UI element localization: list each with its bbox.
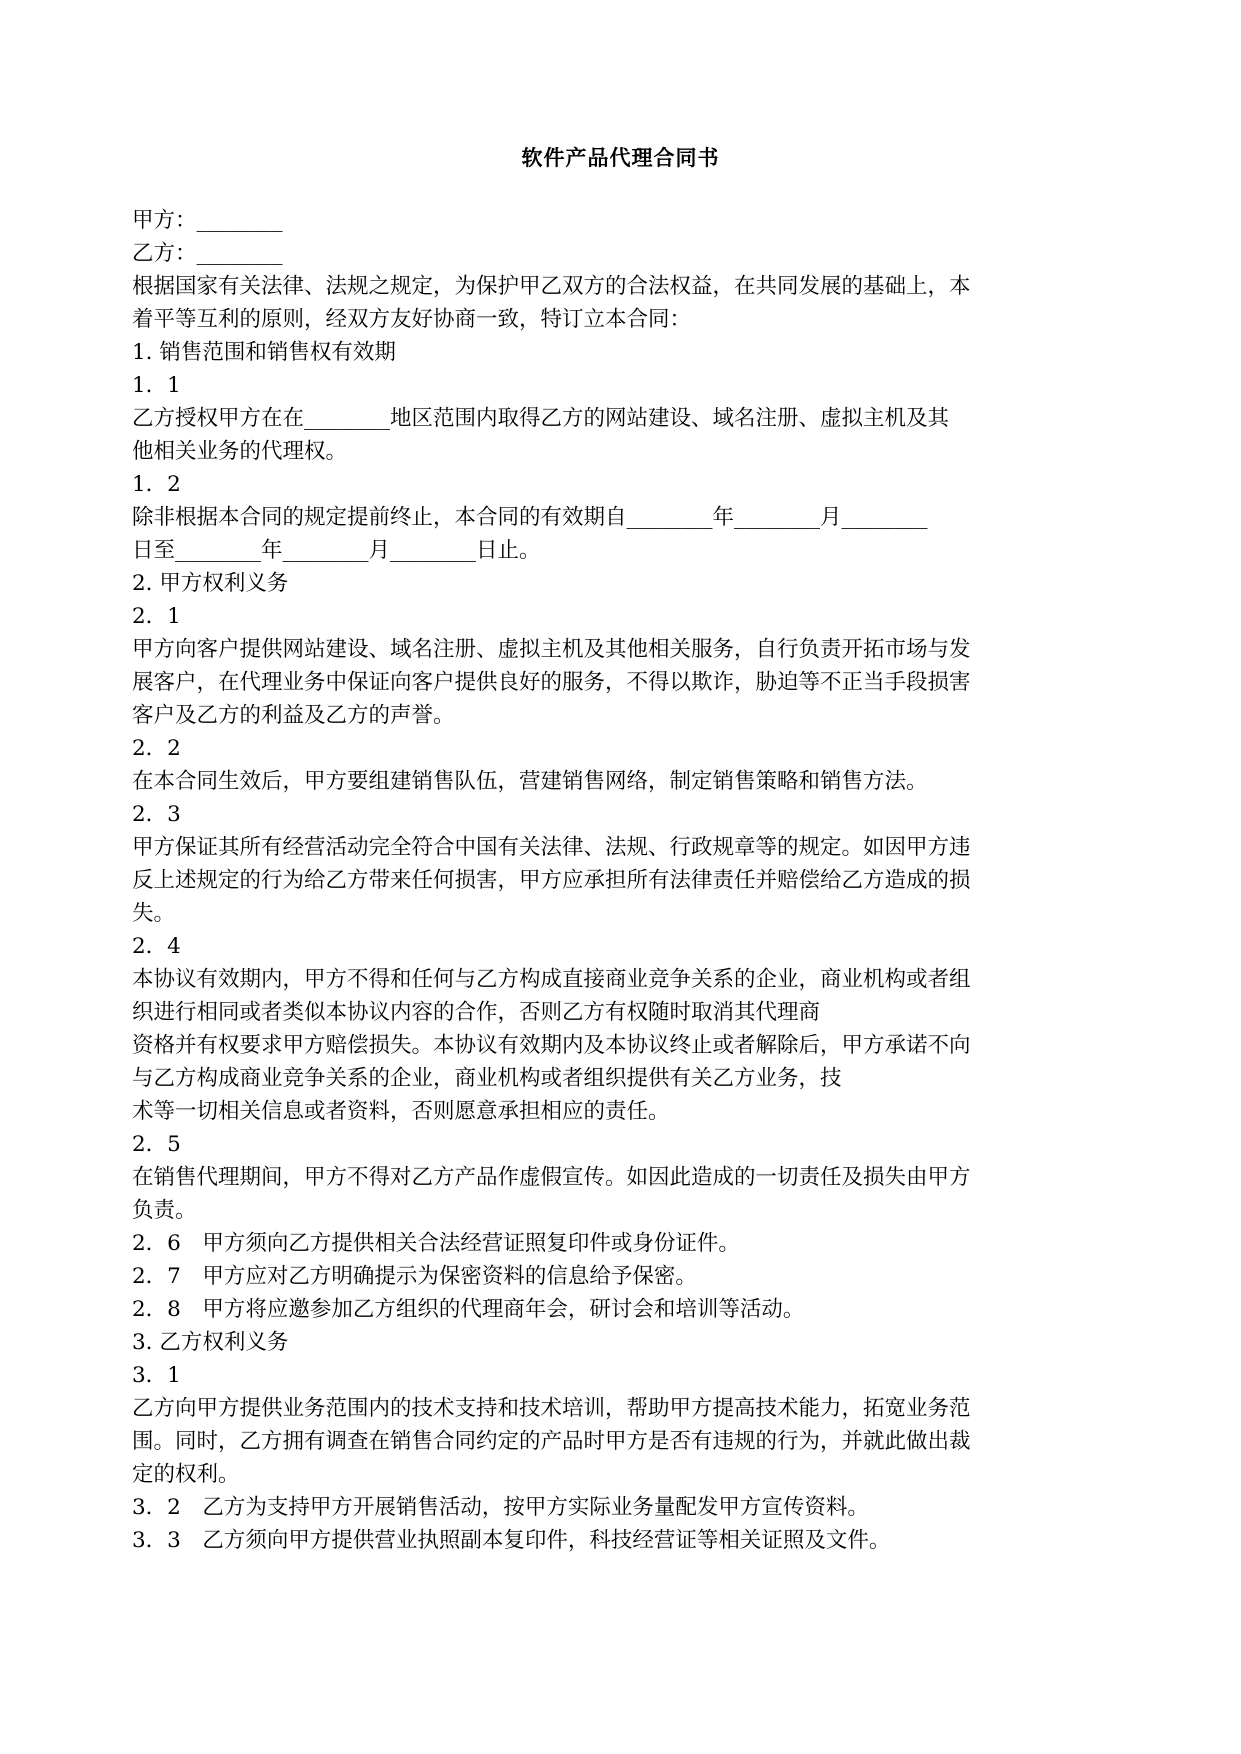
- document-line: 乙方授权甲方在在________地区范围内取得乙方的网站建设、域名注册、虚拟主机及其: [132, 406, 950, 431]
- document-line: 与乙方构成商业竞争关系的企业，商业机构或者组织提供有关乙方业务，技: [132, 1066, 842, 1091]
- document-line: 失。: [132, 901, 176, 926]
- document-line: 2. 甲方权利义务: [132, 571, 289, 596]
- document-line: 本协议有效期内，甲方不得和任何与乙方构成直接商业竞争关系的企业，商业机构或者组: [132, 967, 971, 992]
- document-line: 3. 乙方权利义务: [132, 1330, 289, 1355]
- document-line: 甲方：________: [132, 208, 283, 233]
- document-line: 1．2: [132, 472, 181, 497]
- document-line: 除非根据本合同的规定提前终止，本合同的有效期自________年________月________: [132, 505, 928, 530]
- document-line: 在本合同生效后，甲方要组建销售队伍，营建销售网络，制定销售策略和销售方法。: [132, 769, 928, 794]
- document-line: 反上述规定的行为给乙方带来任何损害，甲方应承担所有法律责任并赔偿给乙方造成的损: [132, 868, 971, 893]
- document-line: 负责。: [132, 1198, 197, 1223]
- document-line: 3．1: [132, 1363, 181, 1388]
- document-line: 2．3: [132, 802, 181, 827]
- document-title: 软件产品代理合同书: [521, 146, 720, 170]
- document-line: 围。同时，乙方拥有调查在销售合同约定的产品时甲方是否有违规的行为，并就此做出裁: [132, 1429, 971, 1454]
- document-line: 乙方向甲方提供业务范围内的技术支持和技术培训，帮助甲方提高技术能力，拓宽业务范: [132, 1396, 971, 1421]
- document-line: 客户及乙方的利益及乙方的声誉。: [132, 703, 455, 728]
- document-line: 2．1: [132, 604, 181, 629]
- document-line: 甲方保证其所有经营活动完全符合中国有关法律、法规、行政规章等的规定。如因甲方违: [132, 835, 971, 860]
- document-line: 他相关业务的代理权。: [132, 439, 348, 464]
- document-body: [132, 204, 1117, 1557]
- document-line: 在销售代理期间，甲方不得对乙方产品作虚假宣传。如因此造成的一切责任及损失由甲方: [132, 1165, 971, 1190]
- document-line: 术等一切相关信息或者资料，否则愿意承担相应的责任。: [132, 1099, 670, 1124]
- document-line: 展客户，在代理业务中保证向客户提供良好的服务，不得以欺诈，胁迫等不正当手段损害: [132, 670, 971, 695]
- document-line: 定的权利。: [132, 1462, 240, 1487]
- document-line: 2．7 甲方应对乙方明确提示为保密资料的信息给予保密。: [132, 1264, 697, 1289]
- document-line: 3．2 乙方为支持甲方开展销售活动，按甲方实际业务量配发甲方宣传资料。: [132, 1495, 869, 1520]
- document-line: 1. 销售范围和销售权有效期: [132, 340, 396, 365]
- document-line: 乙方：________: [132, 241, 283, 266]
- document-line: 2．6 甲方须向乙方提供相关合法经营证照复印件或身份证件。: [132, 1231, 740, 1256]
- document-line: 资格并有权要求甲方赔偿损失。本协议有效期内及本协议终止或者解除后，甲方承诺不向: [132, 1033, 971, 1058]
- document-line: 2．2: [132, 736, 181, 761]
- document-line: 2．8 甲方将应邀参加乙方组织的代理商年会，研讨会和培训等活动。: [132, 1297, 805, 1322]
- document-line: 甲方向客户提供网站建设、域名注册、虚拟主机及其他相关服务，自行负责开拓市场与发: [132, 637, 971, 662]
- document-line: 根据国家有关法律、法规之规定，为保护甲乙双方的合法权益，在共同发展的基础上，本: [132, 274, 971, 299]
- document-line: 织进行相同或者类似本协议内容的合作，否则乙方有权随时取消其代理商: [132, 1000, 821, 1025]
- document-line: 2．5: [132, 1132, 181, 1157]
- document-line: 2．4: [132, 934, 181, 959]
- document-line: 3．3 乙方须向甲方提供营业执照副本复印件，科技经营证等相关证照及文件。: [132, 1528, 891, 1553]
- document-line: 1．1: [132, 373, 181, 398]
- document-line: 着平等互利的原则，经双方友好协商一致，特订立本合同：: [132, 307, 692, 332]
- document-line: 日至________年________月________日止。: [132, 538, 541, 563]
